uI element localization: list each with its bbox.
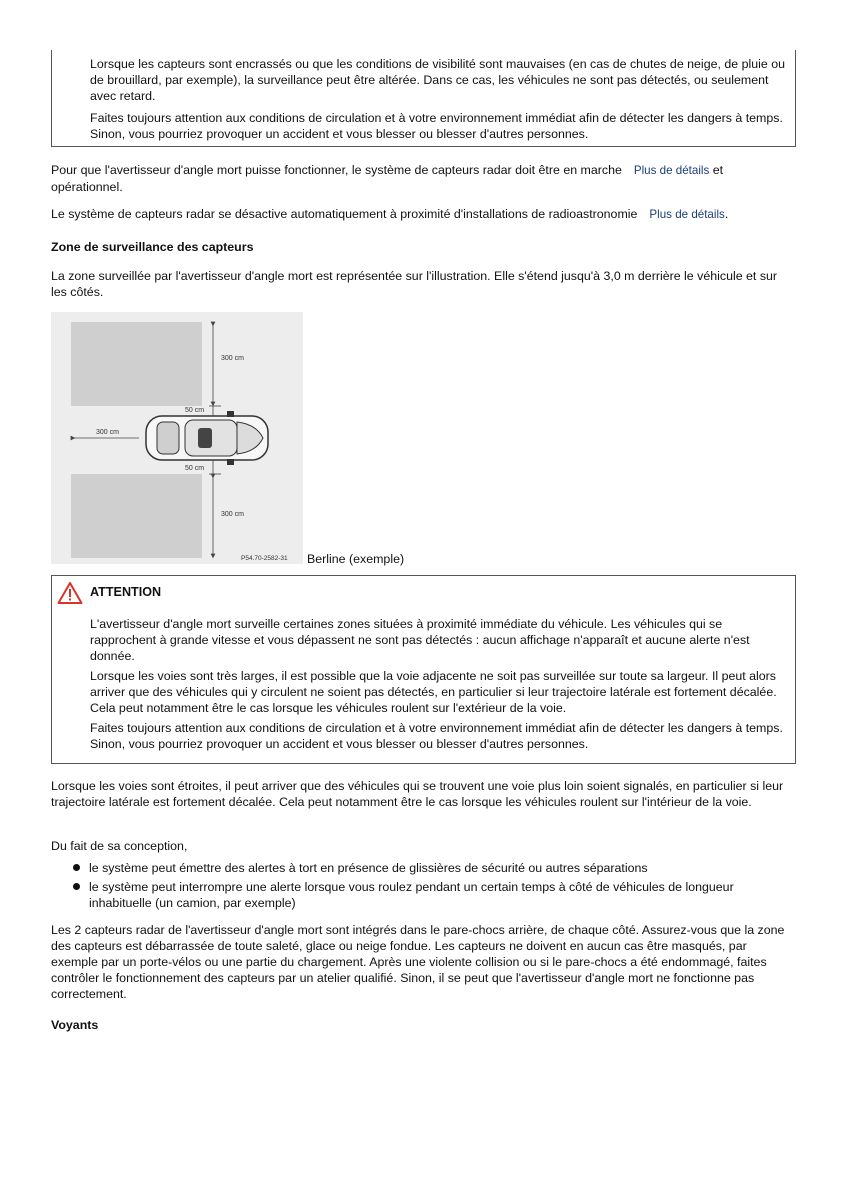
zone-bottom [71,474,202,558]
attention-box [51,575,796,764]
bullet-text: le système peut émettre des alertes à tort en présence de glissières de sécurité ou autres séparations [89,861,648,875]
warning-paragraph: Faites toujours attention aux conditions de circulation et à votre environnement immédiat afin de détecter les dangers à temps. Sinon, vous pourriez provoquer un accident et vous blesser ou blesser d'autres personnes. [90,111,783,141]
list-item [51,860,791,876]
sensors-paragraph [51,922,791,1002]
dimension-label: 300 cm [96,429,119,436]
figure-reference: P54.70-2582-31 [241,555,288,562]
zone-heading: Zone de surveillance des capteurs [51,240,254,254]
dimension-label: 50 cm [185,407,205,414]
radar-requirement-text: Pour que l'avertisseur d'angle mort puisse fonctionner, le système de capteurs radar doit être en marche [51,163,622,177]
radioastronomy-text: Le système de capteurs radar se désactive automatiquement à proximité d'installations de radioastronomie [51,207,638,221]
bullet-icon [73,883,80,890]
sensors-text: Les 2 capteurs radar de l'avertisseur d'angle mort sont intégrés dans le pare-chocs arrière, de chaque côté. Assurez-vous que la zone des capteurs est débarrassée de toute saleté, glace ou neige fondue. Les capteurs ne doivent en aucun cas être masqués, par exemple par un porte-vélos ou une partie du chargement. Après une violente collision ou si le pare-chocs a été endommagé, faites contrôler le fonctionnement des capteurs par un atelier qualifié. Sinon, il se peut que l'avertisseur d'angle mort ne fonctionne pas correctement. [51,923,785,1001]
design-section [51,838,791,911]
zone-paragraph [51,268,791,300]
monitoring-zone-illustration [51,312,303,564]
design-bullet-list [51,860,791,911]
dimension-label: 300 cm [221,355,244,362]
bullet-icon [73,864,80,871]
narrow-lanes-text: Lorsque les voies sont étroites, il peut arriver que des véhicules qui se trouvent une voie plus loin soient signalés, en particulier si leur trajectoire latérale est fortement décalée. Cela peut notamment être le cas lorsque les véhicules roulent sur l'intérieur de la voie. [51,779,784,809]
radar-requirement-tail: opérationnel. [51,180,123,194]
design-intro: Du fait de sa conception, [51,839,188,853]
zone-top [71,322,202,406]
figure-caption: Berline (exemple) [307,552,405,566]
car-icon [146,411,268,465]
dimension-label: 300 cm [221,511,244,518]
attention-content [90,616,790,752]
warning-box-content [90,56,790,142]
radioastronomy-paragraph [51,206,791,223]
warning-box-continued [51,50,796,147]
attention-paragraph: Faites toujours attention aux conditions de circulation et à votre environnement immédiat afin de détecter les dangers à temps. Sinon, vous pourriez provoquer un accident et vous blesser ou blesser d'autres personnes. [90,721,783,751]
attention-title: ATTENTION [90,585,162,599]
attention-paragraph: L'avertisseur d'angle mort surveille certaines zones situées à proximité immédiate du véhicule. Les véhicules qui se rapprochent à grande vitesse et vous dépassent ne sont pas détectés : aucun affichage n'apparaît et aucune alerte n'est donnée. [90,617,750,663]
dimension-label: 50 cm [185,465,205,472]
list-item [51,879,791,911]
zone-text: La zone surveillée par l'avertisseur d'angle mort est représentée sur l'illustration. Elle s'étend jusqu'à 3,0 m derrière le véhicule et sur les côtés. [51,269,778,299]
radioastronomy-tail: . [724,207,729,221]
radar-requirement-tail: et [709,163,724,177]
voyants-heading: Voyants [51,1018,99,1032]
bullet-text: le système peut interrompre une alerte lorsque vous roulez pendant un certain temps à côté de véhicules de longueur inhabituelle (un camion, par exemple) [89,880,734,910]
details-link[interactable]: Plus de détails [633,164,710,177]
radar-requirement-paragraph [51,162,791,195]
warning-icon [57,581,83,605]
narrow-lanes-paragraph [51,778,791,810]
warning-paragraph: Lorsque les capteurs sont encrassés ou que les conditions de visibilité sont mauvaises (en cas de chutes de neige, de pluie ou de brouillard, par exemple), la surveillance peut être altérée. Dans ce cas, les véhicules ne sont pas détectés, ou seulement avec retard. [90,57,785,103]
monitoring-zone-diagram [51,312,303,564]
attention-paragraph: Lorsque les voies sont très larges, il est possible que la voie adjacente ne soit pas surveillée sur toute sa largeur. Il peut alors arriver que des véhicules qui y circulent ne soient pas détectés, en particulier si leur trajectoire latérale est fortement décalée. Cela peut notamment être le cas lorsque les véhicules roulent sur l'extérieur de la voie. [90,669,777,715]
details-link[interactable]: Plus de détails [649,208,725,221]
